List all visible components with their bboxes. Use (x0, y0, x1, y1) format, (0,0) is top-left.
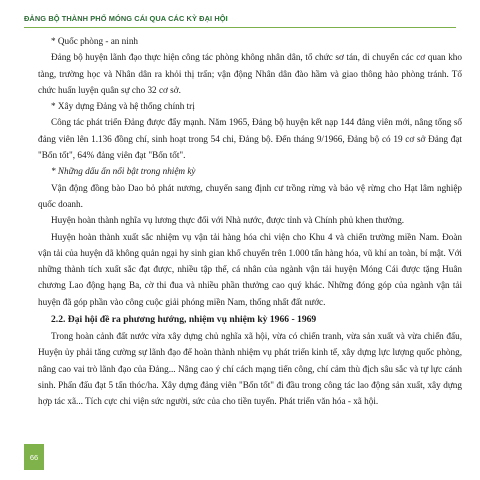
paragraph: Đảng bộ huyện lãnh đạo thực hiện công tác phòng không nhân dân, tổ chức sơ tán, di chuyển các cơ quan kho tàng, trường học và Nhân dân ra khỏi thị trấn; vận động Nhân dân đào hầm và giao thông hào phòng tránh. Tổ chức huấn luyện quân sự cho 32 cơ sở. (38, 52, 462, 95)
page-body (38, 33, 462, 410)
paragraph: Công tác phát triển Đảng được đẩy mạnh. Năm 1965, Đảng bộ huyện kết nạp 144 đảng viên mới, nâng tổng số đảng viên lên 1.136 đồng chí, sinh hoạt trong 54 chi, Đảng bộ. Đến tháng 9/1966, Đảng bộ có 19 cơ sở Đảng đạt "Bốn tốt", 64% đảng viên đạt "Bốn tốt". (38, 117, 462, 161)
running-title: ĐẢNG BỘ THÀNH PHỐ MÓNG CÁI QUA CÁC KỲ ĐẠI HỘI (24, 14, 228, 23)
header-rule (24, 27, 456, 28)
paragraph: Huyện hoàn thành nghĩa vụ lương thực đối với Nhà nước, được tỉnh và Chính phủ khen thưởng. (51, 215, 405, 226)
section-heading-party-building: * Xây dựng Đảng và hệ thống chính trị (51, 101, 195, 112)
paragraph: Huyện hoàn thành xuất sắc nhiệm vụ vận tải hàng hóa chi viện cho Khu 4 và chiến trường miền Nam. Đoàn vận tải của huyện dã không quản ngại hy sinh gian khổ chuyển trên 1.000 tấn hàng hóa, vũ khí an toàn, bí mật. Với những thành tích xuất sắc đạt được, nhiều tập thể, cá nhân của ngành vận tải huyện Móng Cái được tặng Huân chương Lao động hạng Ba, cờ thi đua và nhiều phần thưởng cao quý khác. Những đóng góp của ngành vận tải huyện đã góp phần vào công cuộc giải phóng miền Nam, thống nhất đất nước. (38, 231, 462, 307)
subsection-title: 2.2. Đại hội đề ra phương hướng, nhiệm vụ nhiệm kỳ 1966 - 1969 (51, 314, 317, 326)
paragraph: Trong hoàn cảnh đất nước vừa xây dựng chủ nghĩa xã hội, vừa có chiến tranh, vừa sản xuất và vừa chiến đấu, Huyện ủy phải tăng cường sự lãnh đạo để hoàn thành nhiệm vụ phát triển kinh tế, xây dựng lực lượng quốc phòng, nâng cao vai trò lãnh đạo của Đảng... Nâng cao ý chí cách mạng tiến công, chí cảm thù địch sâu sắc và tự lực cánh sinh. Phấn đấu đạt 5 tấn thóc/ha. Xây dựng đảng viên "Bốn tốt" đi đầu trong công tác lao động sản xuất, xây dựng hợp tác xã... Tích cực chi viện sức người, sức của cho tiền tuyến. Phát triển văn hóa - xã hội. (38, 331, 462, 407)
section-heading-highlights: * Những dấu ấn nổi bật trong nhiệm kỳ (51, 166, 196, 177)
section-heading-defense: * Quốc phòng - an ninh (51, 36, 139, 46)
page-number: 66 (24, 444, 44, 470)
paragraph: Vận động đồng bào Dao bỏ phát nương, chuyển sang định cư trồng rừng và bảo vệ rừng cho Hạt lâm nghiệp quốc doanh. (38, 182, 462, 209)
